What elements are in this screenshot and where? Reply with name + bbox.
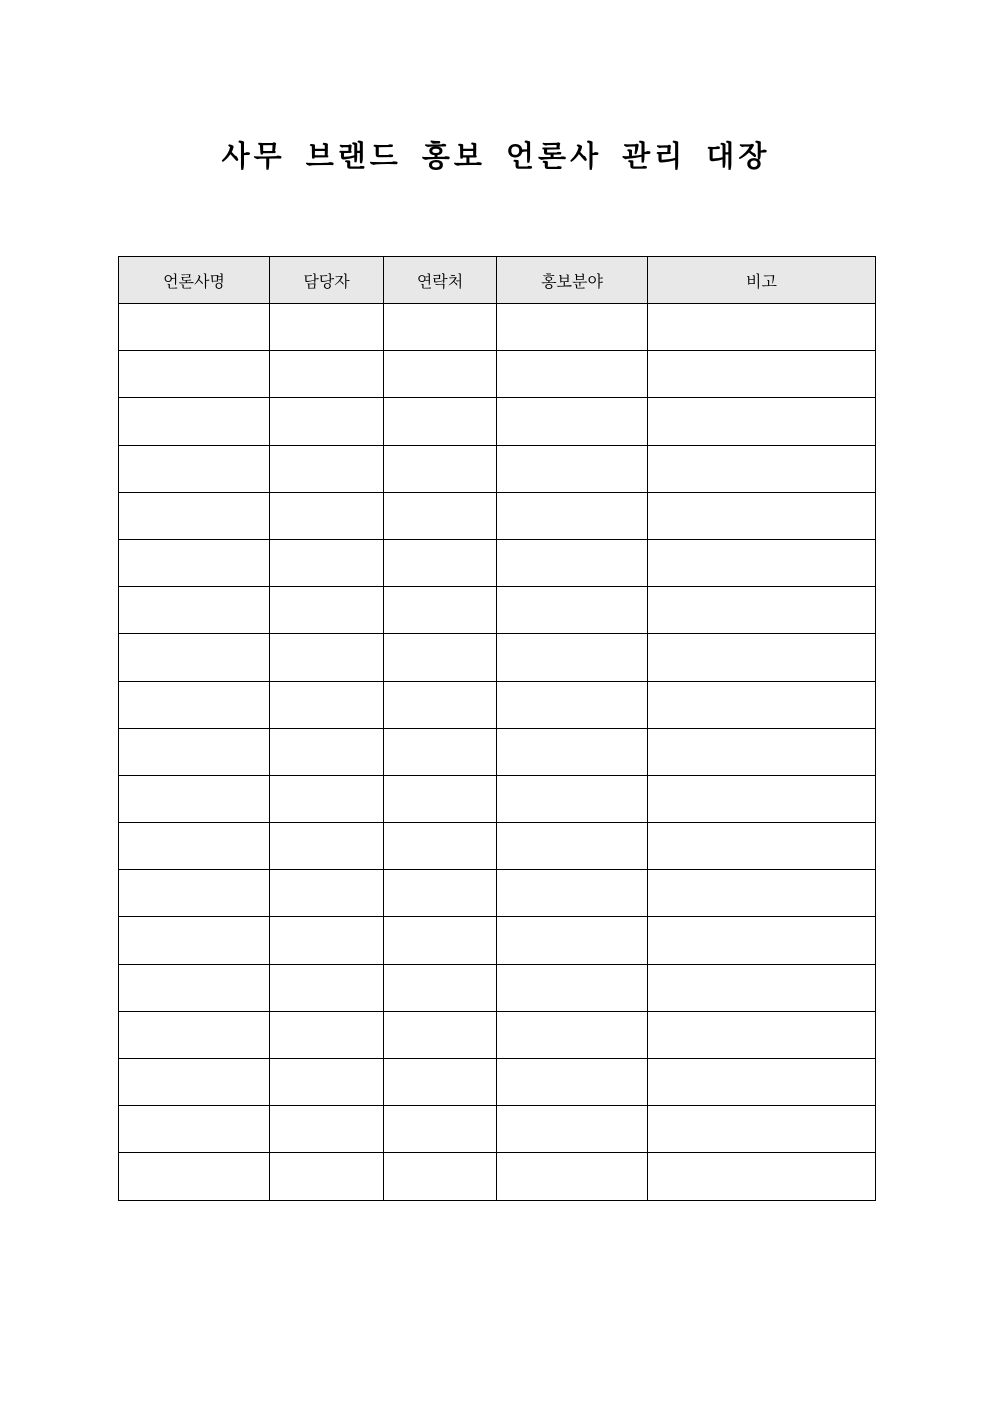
contact-person-cell[interactable] — [270, 728, 384, 775]
table-row — [119, 634, 876, 681]
table-row — [119, 1153, 876, 1200]
column-header-promo-field: 홍보분야 — [497, 257, 648, 304]
press-name-cell[interactable] — [119, 398, 270, 445]
phone-cell[interactable] — [384, 445, 497, 492]
promo-field-cell[interactable] — [497, 539, 648, 586]
contact-person-cell[interactable] — [270, 351, 384, 398]
notes-cell[interactable] — [648, 681, 876, 728]
notes-cell[interactable] — [648, 870, 876, 917]
contact-person-cell[interactable] — [270, 917, 384, 964]
phone-cell[interactable] — [384, 1106, 497, 1153]
press-name-cell[interactable] — [119, 1106, 270, 1153]
contact-person-cell[interactable] — [270, 539, 384, 586]
notes-cell[interactable] — [648, 1059, 876, 1106]
contact-person-cell[interactable] — [270, 823, 384, 870]
phone-cell[interactable] — [384, 304, 497, 351]
table-row — [119, 587, 876, 634]
phone-cell[interactable] — [384, 775, 497, 822]
press-name-cell[interactable] — [119, 728, 270, 775]
table-row — [119, 775, 876, 822]
promo-field-cell[interactable] — [497, 870, 648, 917]
notes-cell[interactable] — [648, 823, 876, 870]
phone-cell[interactable] — [384, 492, 497, 539]
press-name-cell[interactable] — [119, 917, 270, 964]
notes-cell[interactable] — [648, 634, 876, 681]
contact-person-cell[interactable] — [270, 398, 384, 445]
press-name-cell[interactable] — [119, 1059, 270, 1106]
contact-person-cell[interactable] — [270, 1106, 384, 1153]
press-management-table — [118, 256, 876, 1201]
table-row — [119, 539, 876, 586]
press-name-cell[interactable] — [119, 587, 270, 634]
table-row — [119, 1059, 876, 1106]
contact-person-cell[interactable] — [270, 1153, 384, 1200]
promo-field-cell[interactable] — [497, 445, 648, 492]
table-row — [119, 681, 876, 728]
phone-cell[interactable] — [384, 398, 497, 445]
notes-cell[interactable] — [648, 398, 876, 445]
press-name-cell[interactable] — [119, 304, 270, 351]
promo-field-cell[interactable] — [497, 1059, 648, 1106]
promo-field-cell[interactable] — [497, 775, 648, 822]
table-row — [119, 728, 876, 775]
notes-cell[interactable] — [648, 351, 876, 398]
column-header-phone: 연락처 — [384, 257, 497, 304]
table-row — [119, 445, 876, 492]
column-header-contact-person: 담당자 — [270, 257, 384, 304]
table-row — [119, 351, 876, 398]
promo-field-cell[interactable] — [497, 1106, 648, 1153]
phone-cell[interactable] — [384, 539, 497, 586]
contact-person-cell[interactable] — [270, 304, 384, 351]
table-row — [119, 304, 876, 351]
table-row — [119, 1011, 876, 1058]
phone-cell[interactable] — [384, 1059, 497, 1106]
table-body — [119, 304, 876, 1201]
phone-cell[interactable] — [384, 587, 497, 634]
table-row — [119, 823, 876, 870]
promo-field-cell[interactable] — [497, 917, 648, 964]
contact-person-cell[interactable] — [270, 587, 384, 634]
promo-field-cell[interactable] — [497, 634, 648, 681]
notes-cell[interactable] — [648, 917, 876, 964]
table-header-row — [119, 257, 876, 304]
promo-field-cell[interactable] — [497, 1011, 648, 1058]
notes-cell[interactable] — [648, 728, 876, 775]
contact-person-cell[interactable] — [270, 681, 384, 728]
contact-person-cell[interactable] — [270, 775, 384, 822]
press-name-cell[interactable] — [119, 492, 270, 539]
contact-person-cell[interactable] — [270, 870, 384, 917]
phone-cell[interactable] — [384, 1153, 497, 1200]
notes-cell[interactable] — [648, 539, 876, 586]
press-name-cell[interactable] — [119, 539, 270, 586]
contact-person-cell[interactable] — [270, 492, 384, 539]
phone-cell[interactable] — [384, 964, 497, 1011]
phone-cell[interactable] — [384, 728, 497, 775]
press-name-cell[interactable] — [119, 634, 270, 681]
promo-field-cell[interactable] — [497, 398, 648, 445]
promo-field-cell[interactable] — [497, 304, 648, 351]
promo-field-cell[interactable] — [497, 351, 648, 398]
press-name-cell[interactable] — [119, 1153, 270, 1200]
press-name-cell[interactable] — [119, 964, 270, 1011]
promo-field-cell[interactable] — [497, 492, 648, 539]
press-name-cell[interactable] — [119, 775, 270, 822]
notes-cell[interactable] — [648, 445, 876, 492]
promo-field-cell[interactable] — [497, 823, 648, 870]
notes-cell[interactable] — [648, 775, 876, 822]
press-name-cell[interactable] — [119, 681, 270, 728]
contact-person-cell[interactable] — [270, 634, 384, 681]
promo-field-cell[interactable] — [497, 964, 648, 1011]
table-row — [119, 964, 876, 1011]
phone-cell[interactable] — [384, 870, 497, 917]
phone-cell[interactable] — [384, 1011, 497, 1058]
contact-person-cell[interactable] — [270, 1011, 384, 1058]
contact-person-cell[interactable] — [270, 1059, 384, 1106]
column-header-notes: 비고 — [648, 257, 876, 304]
notes-cell[interactable] — [648, 492, 876, 539]
table-row — [119, 398, 876, 445]
contact-person-cell[interactable] — [270, 964, 384, 1011]
phone-cell[interactable] — [384, 823, 497, 870]
table-row — [119, 870, 876, 917]
phone-cell[interactable] — [384, 681, 497, 728]
column-header-press-name: 언론사명 — [119, 257, 270, 304]
phone-cell[interactable] — [384, 351, 497, 398]
phone-cell[interactable] — [384, 917, 497, 964]
promo-field-cell[interactable] — [497, 587, 648, 634]
table-row — [119, 1106, 876, 1153]
notes-cell[interactable] — [648, 1106, 876, 1153]
press-name-cell[interactable] — [119, 870, 270, 917]
press-name-cell[interactable] — [119, 351, 270, 398]
notes-cell[interactable] — [648, 587, 876, 634]
press-name-cell[interactable] — [119, 823, 270, 870]
promo-field-cell[interactable] — [497, 1153, 648, 1200]
table-row — [119, 917, 876, 964]
promo-field-cell[interactable] — [497, 681, 648, 728]
promo-field-cell[interactable] — [497, 728, 648, 775]
contact-person-cell[interactable] — [270, 445, 384, 492]
page-title: 사무 브랜드 홍보 언론사 관리 대장 — [221, 139, 771, 173]
table-row — [119, 492, 876, 539]
press-name-cell[interactable] — [119, 1011, 270, 1058]
notes-cell[interactable] — [648, 1153, 876, 1200]
notes-cell[interactable] — [648, 1011, 876, 1058]
notes-cell[interactable] — [648, 304, 876, 351]
notes-cell[interactable] — [648, 964, 876, 1011]
press-name-cell[interactable] — [119, 445, 270, 492]
phone-cell[interactable] — [384, 634, 497, 681]
